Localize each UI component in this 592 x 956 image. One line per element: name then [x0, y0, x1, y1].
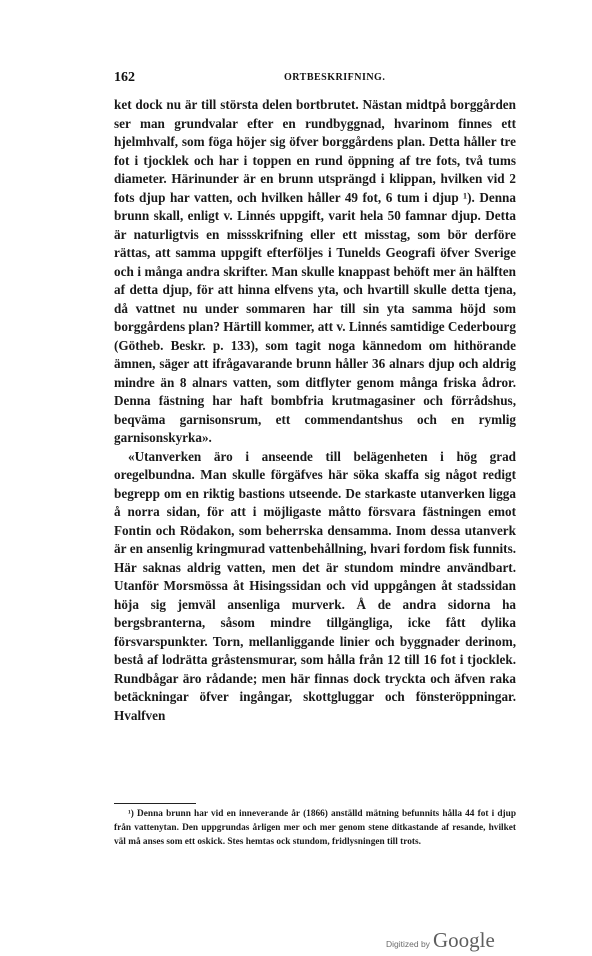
- running-head: ORTBESKRIFNING.: [284, 72, 386, 83]
- footnote: [114, 807, 516, 850]
- paragraph-1: ket dock nu är till största delen bortbrutet. Nästan midtpå borggården ser man grundvalar efter en rundbyggnad, hvarinom finnes ett hjelmhvalf, som föga höjer sig öfver borggårdens plan. Detta håller tre fot i tjocklek och har i toppen en rund öppning af tre fots, två tums diameter. Härinunder är en brunn utsprängd i klippan, hvilken vid 2 fots djup har vatten, och hvilken håller 49 fot, 6 tum i djup ¹). Denna brunn skall, enligt v. Linnés uppgift, varit hela 50 famnar djup. Detta är naturligtvis en missskrifning eller ett misstag, som bör derföre rättas, att samma uppgift efterföljes i Tunelds Geografi öfver Sverige och i många andra skrifter. Man skulle knappast behöft mer än hälften af detta djup, för att hinna elfvens yta, och hvartill skulle detta tjena, då vattnet nu under sommaren har till sin yta samma höjd som borggårdens plan? Härtill kommer, att v. Linnés samtidige Cederbourg (Götheb. Beskr. p. 133), som tagit noga kännedom om hithörande ämnen, säger att ifrågavarande brunn håller 36 alnars djup och aldrig mindre än 8 alnars vatten, som ditflyter genom många friska ådror. Denna fästning har haft bombfria krutmagasiner och förrådshus, beqväma garnisonsrum, ett commendantshus och en rymlig garnisonskyrka».: [114, 97, 516, 445]
- google-logo: Google: [432, 928, 495, 952]
- watermark-prefix: Digitized by: [386, 939, 430, 949]
- page-number: 162: [114, 70, 135, 85]
- page-header: [114, 70, 514, 92]
- body-text: [114, 96, 516, 725]
- digitized-watermark: [386, 928, 495, 952]
- footnote-text: ¹) Denna brunn har vid en inneverande år (1866) anställd mätning befunnits hålla 44 fot i djup från vattenytan. Den uppgrundas årligen mer och mer genom stene ditkastande af resande, hvilket väl må anses som ett oskick. Stes hemtas ock stundom, fridlysningen till trots.: [114, 809, 516, 848]
- paragraph-2: «Utanverken äro i anseende till belägenheten i hög grad oregelbundna. Man skulle förgäfves här söka skaffa sig något redigt begrepp om en riktig bastions utseende. De starkaste utanverken ligga å norra sidan, för att i möjligaste måtto försvara fästningen emot Fontin och Rödakon, som beherrska densamma. Inom dessa utanverk är en ansenlig kringmurad vattenbehållning, hvari fordom fisk funnits. Här saknas aldrig vatten, men det är stundom mindre användbart. Utanför Morsmössa åt Hisingssidan och vid uppgången åt stadssidan höja sig jemväl ansenliga murverk. Å de andra sidorna ha bergsbranterna, såsom mindre tillgängliga, icke fått dylika försvarspunkter. Torn, mellanliggande linier och byggnader derinom, bestå af lodrätta gråstensmurar, som hålla från 12 till 16 fot i tjocklek. Rundbågar äro rådande; men här finnas dock tryckta och äfven raka betäckningar öfver ingångar, skottgluggar och fönsteröppningar. Hvalfven: [114, 448, 516, 723]
- footnote-divider: [114, 803, 196, 804]
